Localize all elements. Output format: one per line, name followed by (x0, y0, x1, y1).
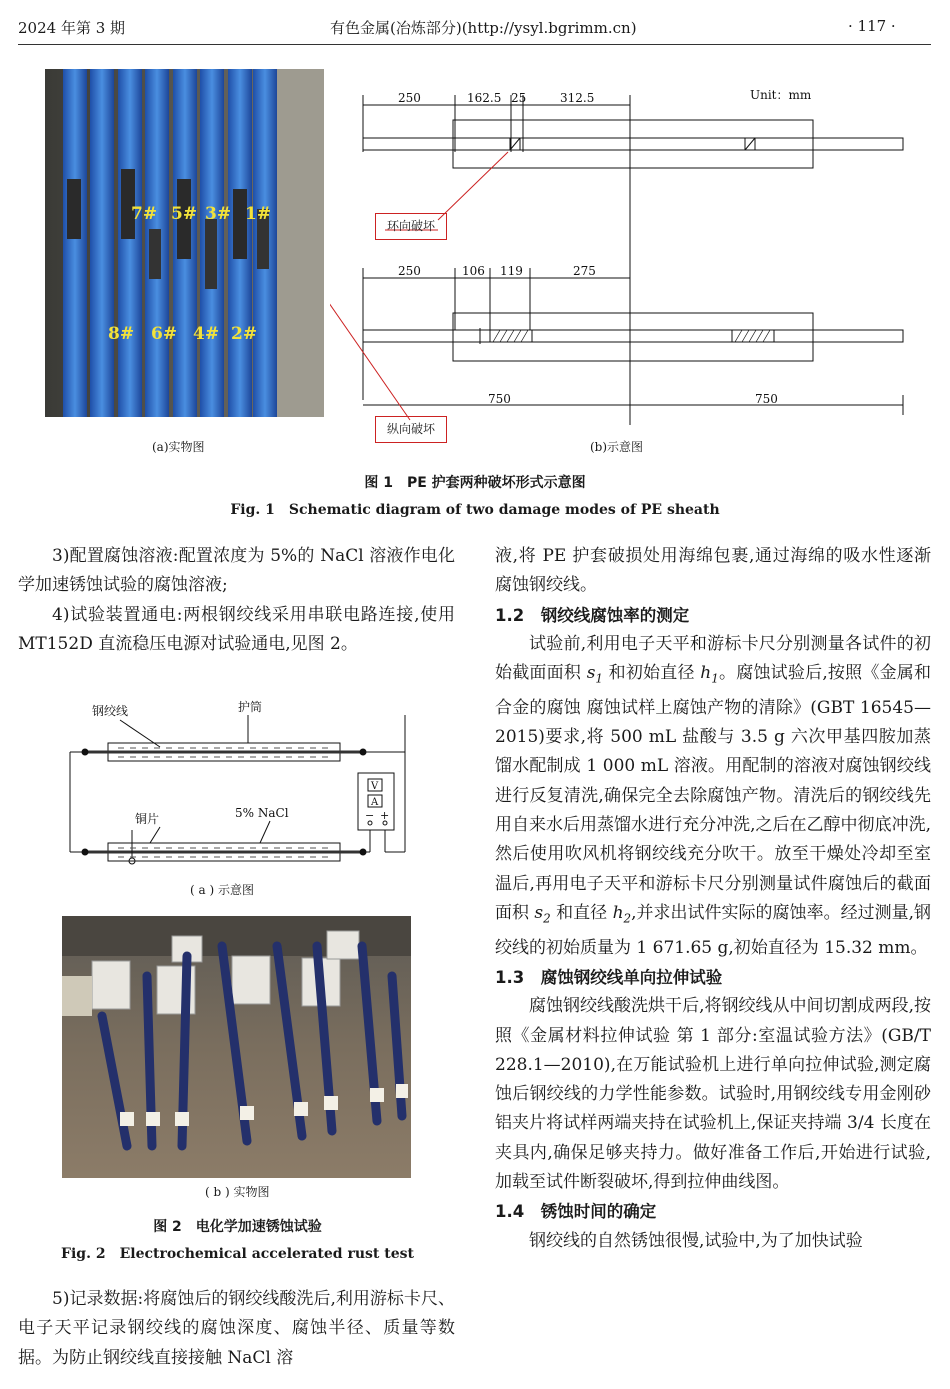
section-1-2: 1.2 钢绞线腐蚀率的测定 (495, 605, 690, 625)
cable-label-3: 3# (205, 204, 232, 224)
cable-label-1: 1# (245, 204, 272, 224)
fig2-photo (62, 916, 411, 1178)
cable-label-8: 8# (108, 324, 135, 344)
dim-top-4: 312.5 (560, 91, 595, 105)
terminal-minus: − (365, 809, 375, 822)
callout-long-damage (375, 416, 447, 443)
terminal-plus: + (380, 809, 390, 822)
para-1-2: 试验前,利用电子天平和游标卡尺分别测量各试件的初始截面面积 $s_1$ 和初始直径 $h_1$。腐蚀试验后,按照《金属和合金的腐蚀 腐蚀试样上腐蚀产物的清除》(GBT 16545—2015)要求,将 500 mL 盐酸与 3.5 g 六次甲基四胺加蒸馏水配制成 1 000 mL 溶液。用配制的溶液对腐蚀钢绞线进行反复清洗,确保完全去除腐蚀产物。清洗后的钢绞线先用自来水后用蒸馏水进行充分冲洗,之后在乙醇中彻底冲洗,然后使用吹风机将钢绞线充分吹干。放至干燥处冷却至室温后,再用电子天平和游标卡尺分别测量试件腐蚀后的截面面积 $s_2$ 和直径 $h_2$,并求出试件实际的腐蚀率。经过测量,钢绞线的初始质量为 1 671.65 g,初始直径为 15.32 mm。 (495, 633, 932, 958)
callout-long-text: 纵向破坏 (386, 422, 435, 436)
fig2-sub-b: ( b ) 实物图 (205, 1185, 270, 1199)
dim-bottom-1: 250 (398, 264, 421, 278)
dim-bottom-2: 106 (462, 264, 485, 278)
para-1-4: 钢绞线的自然锈蚀很慢,试验中,为了加快试验 (529, 1230, 863, 1251)
para-continued: 液,将 PE 护套破损处用海绵包裹,通过海绵的吸水性逐渐腐蚀钢绞线。 (495, 546, 931, 596)
dim-top-3: 25 (511, 91, 527, 105)
step-4: 4)试验装置通电:两根钢绞线采用串联电路连接,使用 MT152D 直流稳压电源对试验通电,见图 2。 (18, 604, 455, 654)
fig1-schematic (330, 80, 920, 450)
fig2-caption-cn: 图 2 电化学加速锈蚀试验 (153, 1219, 322, 1235)
label-nacl: 5% NaCl (235, 806, 289, 820)
fig2-sub-a: ( a ) 示意图 (190, 883, 254, 897)
fig1-photo (45, 69, 324, 417)
unit-label: Unit：mm (750, 88, 812, 102)
dim-bottom-4: 275 (573, 264, 596, 278)
journal-title: 有色金属(冶炼部分)(http://ysyl.bgrimm.cn) (330, 19, 637, 37)
header-rule (18, 44, 931, 45)
step-5: 5)记录数据:将腐蚀后的钢绞线酸洗后,利用游标卡尺、电子天平记录钢绞线的腐蚀深度、腐蚀半径、质量等数据。为防止钢绞线直接接触 NaCl 溶 (18, 1289, 455, 1368)
fig1-caption-en: Fig. 1 Schematic diagram of two damage modes of PE sheath (230, 502, 720, 518)
cable-label-4: 4# (193, 324, 220, 344)
cable-label-2: 2# (231, 324, 258, 344)
page-number: · 117 · (848, 17, 896, 35)
meter-v: V (371, 781, 379, 792)
right-col (495, 542, 931, 1256)
section-1-4: 1.4 锈蚀时间的确定 (495, 1202, 657, 1222)
cable-label-6: 6# (151, 324, 178, 344)
meter-a: A (371, 797, 379, 808)
fig1-sub-a: (a)实物图 (152, 440, 205, 454)
cable-label-7: 7# (131, 204, 158, 224)
callout-ring-text: 环向破坏 (386, 219, 435, 233)
left-col-lower (18, 1285, 455, 1373)
dim-top-2: 162.5 (467, 91, 502, 105)
label-copper: 铜片 (135, 812, 160, 826)
label-strand: 钢绞线 (92, 704, 129, 718)
label-tube: 护筒 (238, 700, 263, 714)
cable-label-5: 5# (171, 204, 198, 224)
step-3: 3)配置腐蚀溶液:配置浓度为 5%的 NaCl 溶液作电化学加速锈蚀试验的腐蚀溶液; (18, 546, 455, 596)
journal-issue: 2024 年第 3 期 (18, 19, 126, 37)
fig2-caption-en: Fig. 2 Electrochemical accelerated rust test (61, 1246, 414, 1262)
callout-ring-damage (375, 213, 447, 240)
fig2-schematic (60, 695, 420, 875)
fig1-sub-b: (b)示意图 (590, 440, 644, 454)
length-left: 750 (488, 392, 511, 406)
section-1-3: 1.3 腐蚀钢绞线单向拉伸试验 (495, 967, 723, 987)
length-right: 750 (755, 392, 778, 406)
dim-bottom-3: 119 (500, 264, 523, 278)
fig1-caption-cn: 图 1 PE 护套两种破坏形式示意图 (364, 475, 586, 491)
dim-top-1: 250 (398, 91, 421, 105)
para-1-3: 腐蚀钢绞线酸洗烘干后,将钢绞线从中间切割成两段,按照《金属材料拉伸试验 第 1 部分:室温试验方法》(GB/T 228.1—2010),在万能试验机上进行单向拉伸试验,测定腐蚀后钢绞线的力学性能参数。试验时,用钢绞线专用金刚砂铝夹片将试样两端夹持在试验机上,保证夹持端 3/4 长度在夹具内,确保足够夹持力。做好准备工作后,开始进行试验,加载至试件断裂破坏,得到拉伸曲线图。 (495, 996, 931, 1193)
left-col-upper (18, 542, 455, 659)
